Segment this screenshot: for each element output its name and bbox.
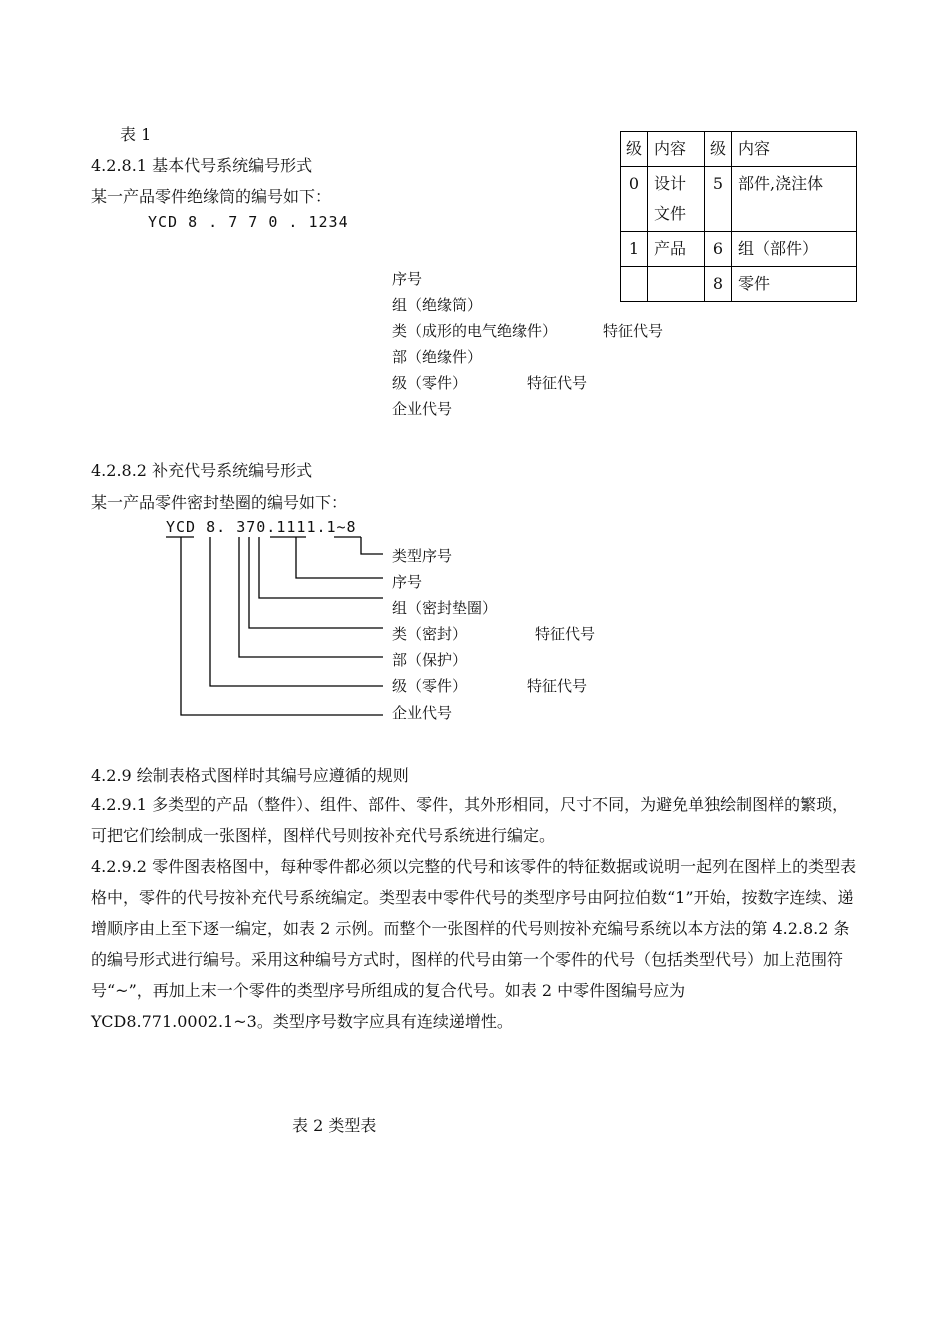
basic-code-example: YCD 8 . 7 7 0 . 1234 — [148, 213, 349, 231]
leader-serial — [296, 537, 383, 578]
leader-type-serial — [361, 537, 383, 554]
table-cell: 部件,浇注体 — [732, 167, 857, 232]
table-cell: 1 — [621, 232, 648, 267]
table-cell: 内容 — [648, 132, 705, 167]
label-serial: 序号 — [392, 270, 423, 288]
label-feature-code: 特征代号 — [527, 374, 588, 392]
table-cell: 设计文件 — [648, 167, 705, 232]
table2-label: 表 2 类型表 — [292, 1116, 377, 1135]
label-feature-code: 特征代号 — [535, 625, 596, 643]
code-grade-part: 8. — [196, 518, 237, 536]
section-4281-intro: 某一产品零件绝缘筒的编号如下： — [91, 187, 332, 206]
paragraph-4291: 4.2.9.1 多类型的产品（整件）、组件、部件、零件，其外形相同，尺寸不同，为避免单独绘制图样的繁琐，可把它们绘制成一张图样，图样代号则按补充代号系统进行编定。 — [91, 795, 849, 845]
label-part: 部（保护） — [392, 651, 468, 669]
paragraph-4292: 4.2.9.2 零件图表格图中，每种零件都必须以完整的代号和该零件的特征数据或说明一起列在图样上的类型表格中，零件的代号按补充代号系统编定。类型表中零件代号的类型序号由阿拉伯数“1”开始，按数字连续、递增顺序由上至下逐一编定，如表 2 示例。而整个一张图样的代号则按补充编号系统以本方法的第 4.2.8.2 条的编号形式进行编号。采用这种编号方式时，图样的代号由第一个零件的代号（包括类型代号）加上范围符号“~”，再加上末一个零件的类型序号所组成的复合代号。如表 2 中零件图编号应为 YCD8.771.0002.1~3。类型序号数字应具有连续递增性。 — [91, 857, 857, 1031]
label-grade: 级（零件） — [392, 677, 468, 695]
leader-part — [239, 537, 383, 657]
label-serial: 序号 — [392, 573, 423, 591]
label-class: 类（密封） — [392, 625, 468, 643]
table-cell: 8 — [705, 267, 732, 302]
label-group: 组（绝缘筒） — [392, 296, 483, 314]
label-feature-code: 特征代号 — [527, 677, 588, 695]
table-cell: 组（部件） — [732, 232, 857, 267]
section-4282-intro: 某一产品零件密封垫圈的编号如下： — [91, 493, 348, 512]
label-enterprise-code: 企业代号 — [392, 400, 453, 418]
section-4282-heading: 4.2.8.2 补充代号系统编号形式 — [91, 461, 313, 480]
table-cell: 零件 — [732, 267, 857, 302]
code-serial-end: 1 — [306, 518, 317, 536]
table-cell: 5 — [705, 167, 732, 232]
table-cell: 级 — [621, 132, 648, 167]
code-type-serial: 1~8 — [326, 518, 357, 536]
code-dot: . — [316, 518, 327, 536]
code-enterprise: YCD — [166, 518, 197, 536]
table-cell: 产品 — [648, 232, 705, 267]
table-cell: 0 — [621, 167, 648, 232]
section-429-heading: 4.2.9 绘制表格式图样时其编号应遵循的规则 — [91, 766, 409, 785]
section-4281-heading: 4.2.8.1 基本代号系统编号形式 — [91, 156, 313, 175]
leader-enterprise — [181, 537, 383, 715]
label-enterprise-code: 企业代号 — [392, 704, 453, 722]
label-part: 部（绝缘件） — [392, 348, 483, 366]
code-class-group: 370. — [236, 518, 277, 536]
label-class: 类（成形的电气绝缘件） — [392, 322, 558, 340]
leader-class — [249, 537, 383, 628]
label-feature-code: 特征代号 — [603, 322, 664, 340]
label-grade: 级（零件） — [392, 374, 468, 392]
table-cell: 6 — [705, 232, 732, 267]
table-cell: 级 — [705, 132, 732, 167]
code-serial: 111 — [276, 518, 307, 536]
table1-label: 表 1 — [120, 125, 152, 144]
leader-group — [259, 537, 383, 598]
table-cell: 内容 — [732, 132, 857, 167]
label-type-serial: 类型序号 — [392, 547, 453, 565]
label-group: 组（密封垫圈） — [392, 599, 498, 617]
